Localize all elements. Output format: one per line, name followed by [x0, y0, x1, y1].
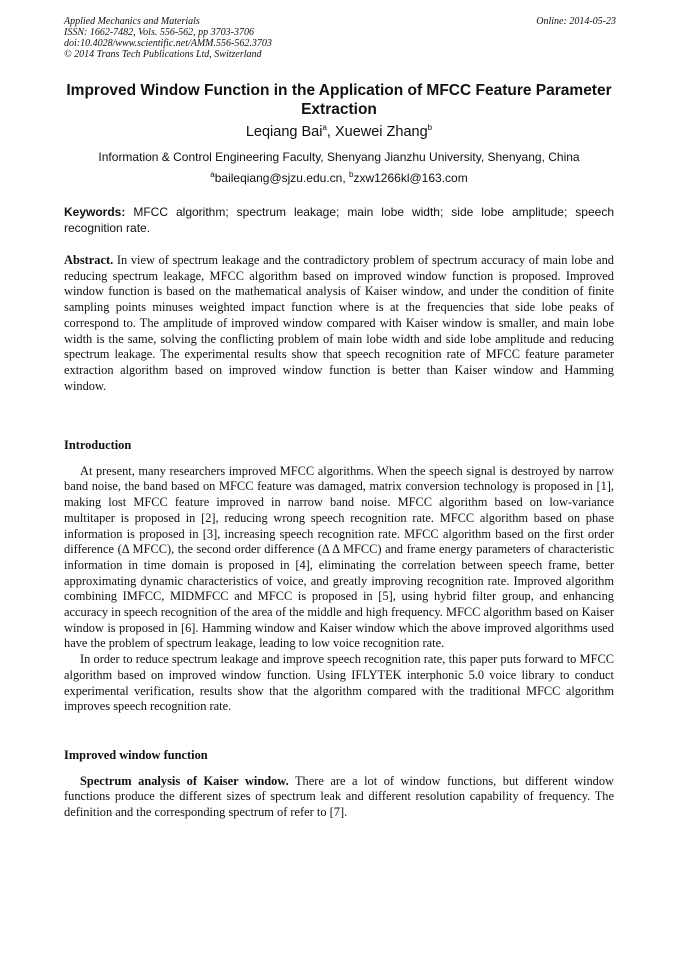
- email-superscript: b: [349, 170, 354, 179]
- author: Xuewei Zhang: [334, 124, 428, 140]
- paragraph: At present, many researchers improved MFCC algorithms. When the speech signal is destroyed by narrow band noise, the band based on MFCC feature was damaged, matrix conversion technology is proposed in [1], making lost MFCC feature improved in narrow band noise. MFCC algorithm based on low-variance multitaper is proposed in [2], reducing wrong speech recognition rate. MFCC algorithm based on phase information is proposed in [3], increasing speech recognition rate. MFCC algorithm based on the first order difference (Δ MFCC), the second order difference (Δ Δ MFCC) and frame energy parameters of characteristic information in time domain is proposed in [4], eliminating the correlation between speech frame, better approximating dynamic characteristics of voice, and greatly improving recognition rate. Improved algorithm combining IMFCC, MIDMFCC and MFCC is proposed in [5], using hybrid filter group, and enhancing accuracy in speech recognition of the area of the middle and high frequency. MFCC algorithm based on Kaiser window is proposed in [6]. Hamming window and Kaiser window which the above improved algorithms used have the problem of spectrum leakage, leading to low voice recognition rate.: [64, 463, 614, 651]
- author: Leqiang Bai: [245, 124, 323, 140]
- improved-window-section: [64, 748, 614, 821]
- keywords-block: [64, 205, 614, 236]
- author-superscript: a: [322, 123, 327, 133]
- keywords-text: MFCC algorithm; spectrum leakage; main lobe width; side lobe amplitude; speech recognition rate.: [64, 205, 614, 235]
- abstract-text: In view of spectrum leakage and the contradictory problem of spectrum accuracy of main lobe and reducing spectrum leakage, MFCC algorithm based on improved window function is proposed. Improved window function is based on the mathematical analysis of Kaiser window, and under the condition of finite sampling points minuses weighted impact function where is at the frequencies that side lobe peaks of correspond to. The amplitude of improved window compared with Kaiser window is smaller, and main lobe width is the same, solving the conflicting problem of main lobe width and side lobe amplitude and reducing spectrum leakage. The experimental results show that speech recognition rate of MFCC feature parameter extraction algorithm based on improved window function is better than Kaiser window and Hamming window.: [64, 253, 614, 393]
- paragraph: [64, 774, 614, 821]
- section-heading: Improved window function: [64, 748, 208, 762]
- email-superscript: a: [210, 170, 215, 179]
- author-list: [64, 123, 614, 141]
- doi-line: doi:10.4028/www.scientific.net/AMM.556-562.3703: [64, 38, 272, 49]
- email: zxw1266kl@163.com: [353, 171, 468, 185]
- abstract-block: [64, 253, 614, 394]
- subsection-label: Spectrum analysis of Kaiser window.: [80, 773, 289, 788]
- section-heading: Introduction: [64, 438, 132, 452]
- email: baileqiang@sjzu.edu.cn: [214, 171, 343, 185]
- paper-title: Improved Window Function in the Application of MFCC Feature Parameter Extraction: [66, 82, 612, 118]
- introduction-section: [64, 438, 614, 715]
- author-separator: ,: [326, 124, 335, 140]
- journal-name: Applied Mechanics and Materials: [64, 16, 200, 27]
- affiliation: Information & Control Engineering Faculty, Shenyang Jianzhu University, Shenyang, China: [98, 150, 580, 164]
- author-superscript: b: [427, 123, 433, 133]
- copyright-line: © 2014 Trans Tech Publications Ltd, Switzerland: [64, 49, 262, 60]
- journal-header: [64, 16, 616, 60]
- paragraph-text: There are a lot of window functions, but different window functions produce the different sizes of spectrum leak and different resolution capability of frequency. The definition and the corresponding spectrum of refer to [7].: [64, 773, 614, 820]
- issn-line: ISSN: 1662-7482, Vols. 556-562, pp 3703-3706: [64, 27, 254, 38]
- email-separator: ,: [342, 171, 350, 185]
- online-date: Online: 2014-05-23: [536, 16, 616, 27]
- paragraph: In order to reduce spectrum leakage and improve speech recognition rate, this paper puts forward to MFCC algorithm based on improved window function. Using IFLYTEK interphonic 5.0 voice library to conduct experimental verification, results show that the algorithm compared with the traditional MFCC algorithm improves speech recognition rate.: [64, 652, 614, 714]
- email-list: [64, 170, 614, 186]
- keywords-label: Keywords:: [64, 205, 126, 219]
- abstract-label: Abstract.: [64, 253, 114, 267]
